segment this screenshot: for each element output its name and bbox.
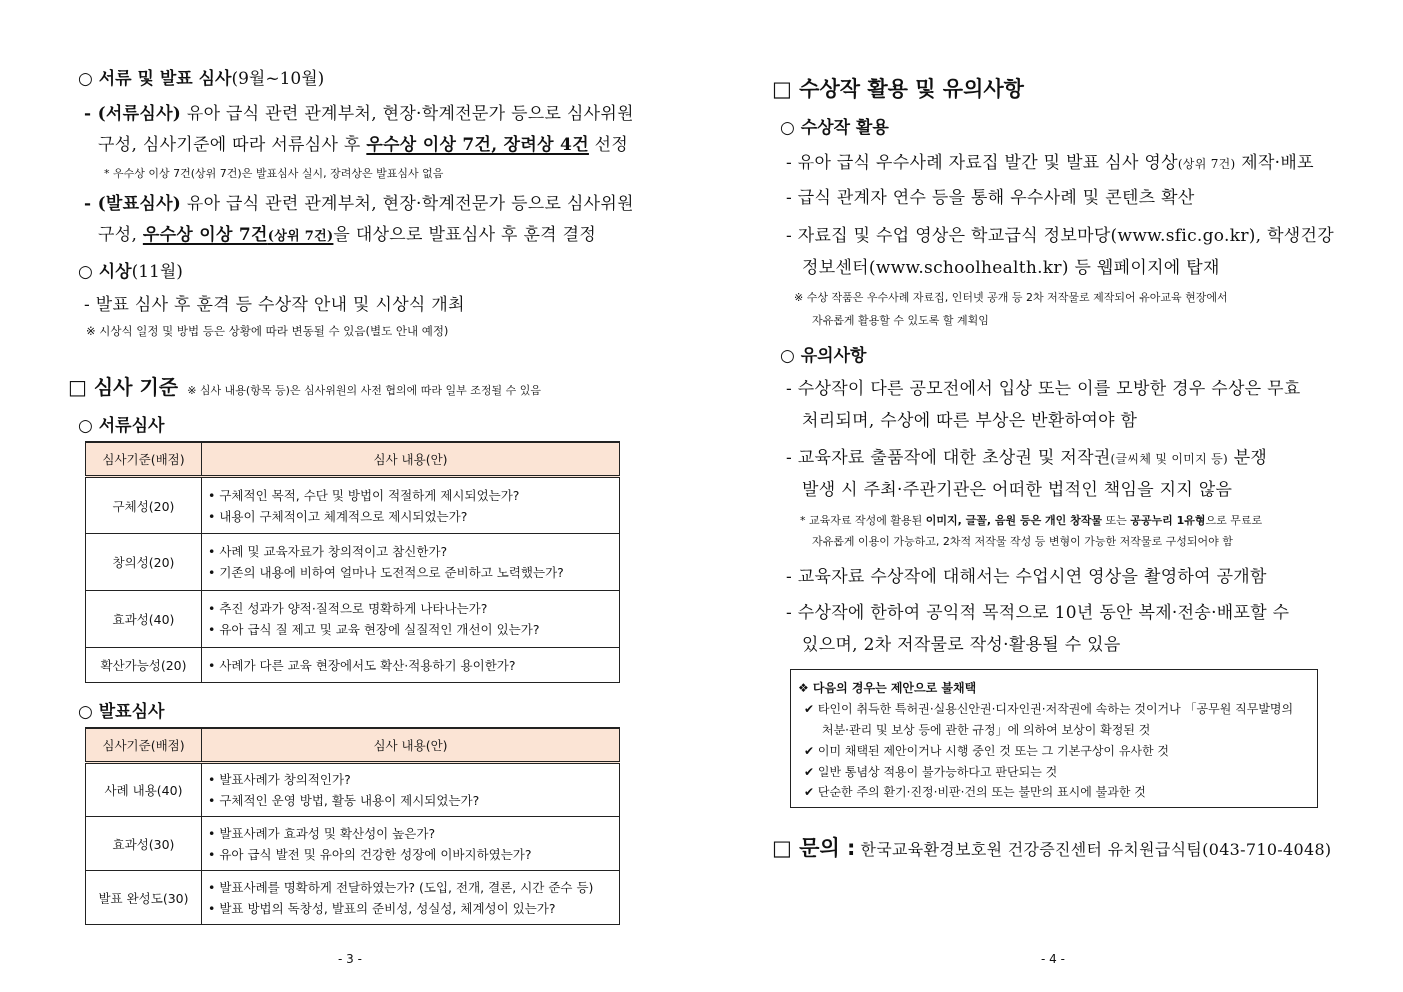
caution-2-line-1 <box>786 443 1267 468</box>
caution-2-small: (글씨체 및 이미지 등) <box>1110 452 1228 466</box>
content-cell <box>202 871 620 925</box>
award-line: - 발표 심사 후 훈격 등 수상작 안내 및 시상식 개최 <box>84 295 465 315</box>
caution-4-line-2: 있으며, 2차 저작물로 작성·활용될 수 있음 <box>802 635 1121 655</box>
caution-2-line-2: 발생 시 주최·주관기관은 어떠한 법적인 책임을 지지 않음 <box>802 480 1233 500</box>
section-heading-period: (9월~10월) <box>231 69 325 89</box>
criterion-cell: 효과성(40) <box>86 591 202 648</box>
note-part: * 교육자료 작성에 활용된 <box>800 514 926 527</box>
table-row <box>86 817 620 871</box>
note-part: 또는 <box>1102 514 1131 527</box>
table-header-content: 심사 내용(안) <box>202 728 620 763</box>
table-row <box>86 763 620 817</box>
content-item: • 유아 급식 질 제고 및 교육 현장에 실질적인 개선이 있는가? <box>208 622 540 637</box>
doc-sub-heading: ○ 서류심사 <box>78 416 165 436</box>
content-item: • 유아 급식 발전 및 유아의 건강한 성장에 이바지하였는가? <box>208 846 532 862</box>
pres-review-text: 유아 급식 관련 관계부처, 현장·학계전문가 등으로 심사위원 <box>186 194 634 214</box>
caution-2-note-1 <box>800 512 1262 528</box>
caution-1-line-1: - 수상작이 다른 공모전에서 입상 또는 이를 모방한 경우 수상은 무효 <box>786 379 1301 399</box>
rejection-item: 처분·관리 및 보상 등에 관한 규정」에 의하여 보상이 확정된 것 <box>822 723 1151 737</box>
content-item: • 발표사례가 창의적인가? <box>208 772 351 787</box>
content-item: • 사례 및 교육자료가 창의적이고 참신한가? <box>208 544 448 559</box>
caution-1-line-2: 처리되며, 수상에 따른 부상은 반환하여야 함 <box>802 411 1138 431</box>
doc-review-line-1 <box>84 99 634 124</box>
table-row <box>86 591 620 648</box>
table-header-content: 심사 내용(안) <box>202 442 620 477</box>
use-line-2: - 급식 관계자 연수 등을 통해 우수사례 및 콘텐츠 확산 <box>786 188 1195 208</box>
content-cell <box>202 817 620 871</box>
pres-review-text-a: 구성, <box>98 225 143 245</box>
content-item: • 기존의 내용에 비하여 얼마나 도전적으로 준비하고 노력했는가? <box>208 565 564 580</box>
content-cell <box>202 648 620 683</box>
pres-review-top7: (상위 7건) <box>267 229 334 244</box>
use-note-2: 자유롭게 활용할 수 있도록 할 계획임 <box>812 314 989 327</box>
table-row <box>86 477 620 534</box>
section-heading-prefix: ○ 서류 및 발표 심사 <box>78 69 232 89</box>
content-item: • 발표 방법의 독창성, 발표의 준비성, 성실성, 체계성이 있는가? <box>208 900 556 916</box>
criteria-note: ※ 심사 내용(항목 등)은 심사위원의 사전 협의에 따라 일부 조정될 수 있음 <box>187 384 541 397</box>
pres-review-line-1 <box>84 189 634 214</box>
caution-3: - 교육자료 수상작에 대해서는 수업시연 영상을 촬영하여 공개함 <box>786 567 1267 587</box>
doc-review-text-a: 구성, 심사기준에 따라 서류심사 후 <box>98 135 367 155</box>
content-item: • 내용이 구체적이고 체계적으로 제시되었는가? <box>208 508 468 524</box>
criteria-heading <box>68 371 541 400</box>
caution-2-a: - 교육자료 출품작에 대한 초상권 및 저작권 <box>786 448 1111 468</box>
caution-4-line-1: - 수상작에 한하여 공익적 목적으로 10년 동안 복제·전송·배포할 수 <box>786 603 1290 623</box>
doc-review-label: - (서류심사) <box>84 104 182 124</box>
section-doc-pres-heading <box>78 64 324 89</box>
rejection-item: ✔ 이미 채택된 제안이거나 시행 중인 것 또는 그 기본구상이 유사한 것 <box>804 744 1169 758</box>
page-number-left: - 3 - <box>338 952 362 966</box>
right-title: □ 수상작 활용 및 유의사항 <box>772 77 1024 101</box>
content-cell <box>202 477 620 534</box>
pres-criteria-table <box>85 727 620 925</box>
use-heading: ○ 수상작 활용 <box>780 118 889 138</box>
caution-2-note-2: 자유롭게 이용이 가능하고, 2차적 저작물 작성 등 변형이 가능한 저작물로 구성되어야 함 <box>812 535 1233 548</box>
content-cell <box>202 534 620 591</box>
criterion-cell: 구체성(20) <box>86 477 202 534</box>
contact-text: 한국교육환경보호원 건강증진센터 유치원급식팀(043-710-4048) <box>860 840 1332 859</box>
doc-review-line-2 <box>98 130 628 155</box>
content-item: • 사례가 다른 교육 현장에서도 확산·적용하기 용이한가? <box>208 657 516 673</box>
doc-review-text: 유아 급식 관련 관계부처, 현장·학계전문가 등으로 심사위원 <box>186 104 634 124</box>
criterion-cell: 확산가능성(20) <box>86 648 202 683</box>
table-header-row <box>86 442 620 477</box>
doc-review-award-count: 우수상 이상 7건, 장려상 4건 <box>366 135 589 155</box>
content-item: • 발표사례가 효과성 및 확산성이 높은가? <box>208 825 436 841</box>
pres-review-award: 우수상 이상 7건 <box>142 225 268 245</box>
table-row <box>86 871 620 925</box>
content-item: • 발표사례를 명확하게 전달하였는가? (도입, 전개, 결론, 시간 준수 등) <box>208 879 594 895</box>
table-row <box>86 534 620 591</box>
rejection-item: ✔ 단순한 주의 환기·진정·비판·건의 또는 불만의 표시에 불과한 것 <box>804 785 1146 799</box>
use-line-1-a: - 유아 급식 우수사례 자료집 발간 및 발표 심사 영상 <box>786 153 1178 173</box>
use-note-1: ※ 수상 작품은 우수사례 자료집, 인터넷 공개 등 2차 저작물로 제작되어 유아교육 현장에서 <box>794 291 1228 304</box>
use-line-1-small: (상위 7건) <box>1177 157 1236 171</box>
award-heading-period: (11월) <box>131 262 183 282</box>
rejection-box-title: ❖ 다음의 경우는 제안으로 불채택 <box>798 681 977 695</box>
content-cell <box>202 763 620 817</box>
table-header-row <box>86 728 620 763</box>
content-cell <box>202 591 620 648</box>
criterion-cell: 사례 내용(40) <box>86 763 202 817</box>
doc-review-note: * 우수상 이상 7건(상위 7건)은 발표심사 실시, 장려상은 발표심사 없음 <box>104 167 444 180</box>
note-part-bold: 이미지, 글꼴, 음원 등은 개인 창작물 <box>925 514 1103 527</box>
caution-2-b: 분쟁 <box>1228 448 1268 468</box>
content-item: • 구체적인 목적, 수단 및 방법이 적절하게 제시되었는가? <box>208 487 520 503</box>
rejection-item: ✔ 일반 통념상 적용이 불가능하다고 판단되는 것 <box>804 765 1058 779</box>
use-line-1-b: 제작·배포 <box>1235 153 1314 173</box>
criterion-cell: 창의성(20) <box>86 534 202 591</box>
note-part-bold: 공공누리 1유형 <box>1130 514 1206 527</box>
use-line-1 <box>786 148 1314 173</box>
rejection-item: ✔ 타인이 취득한 특허권·실용신안권·디자인권·저작권에 속하는 것이거나 「공무원 직무발명의 <box>804 702 1294 716</box>
use-line-4: 정보센터(www.schoolhealth.kr) 등 웹페이지에 탑재 <box>802 258 1220 278</box>
criterion-cell: 발표 완성도(30) <box>86 871 202 925</box>
content-item: • 추진 성과가 양적·질적으로 명확하게 나타나는가? <box>208 601 488 616</box>
criterion-cell: 효과성(30) <box>86 817 202 871</box>
table-header-criterion: 심사기준(배점) <box>86 442 202 477</box>
note-part: 으로 무료로 <box>1205 514 1263 527</box>
award-heading <box>78 257 183 282</box>
pres-sub-heading: ○ 발표심사 <box>78 702 165 722</box>
award-heading-prefix: ○ 시상 <box>78 262 132 282</box>
content-item: • 구체적인 운영 방법, 활동 내용이 제시되었는가? <box>208 793 480 808</box>
pres-review-text-b: 을 대상으로 발표심사 후 훈격 결정 <box>333 225 597 245</box>
page-number-right: - 4 - <box>1041 952 1065 966</box>
use-line-3: - 자료집 및 수업 영상은 학교급식 정보마당(www.sfic.go.kr), 학생건강 <box>786 226 1334 246</box>
table-row <box>86 648 620 683</box>
caution-heading: ○ 유의사항 <box>780 346 867 366</box>
doc-criteria-table <box>85 441 620 683</box>
pres-review-label: - (발표심사) <box>84 194 182 214</box>
contact-label: □ 문의 : <box>772 836 856 860</box>
criteria-title: □ 심사 기준 <box>68 375 179 399</box>
doc-review-text-b: 선정 <box>588 135 629 155</box>
table-header-criterion: 심사기준(배점) <box>86 728 202 763</box>
award-note: ※ 시상식 일정 및 방법 등은 상황에 따라 변동될 수 있음(별도 안내 예정) <box>86 324 449 338</box>
pres-review-line-2 <box>98 220 596 245</box>
contact-line <box>772 832 1331 862</box>
